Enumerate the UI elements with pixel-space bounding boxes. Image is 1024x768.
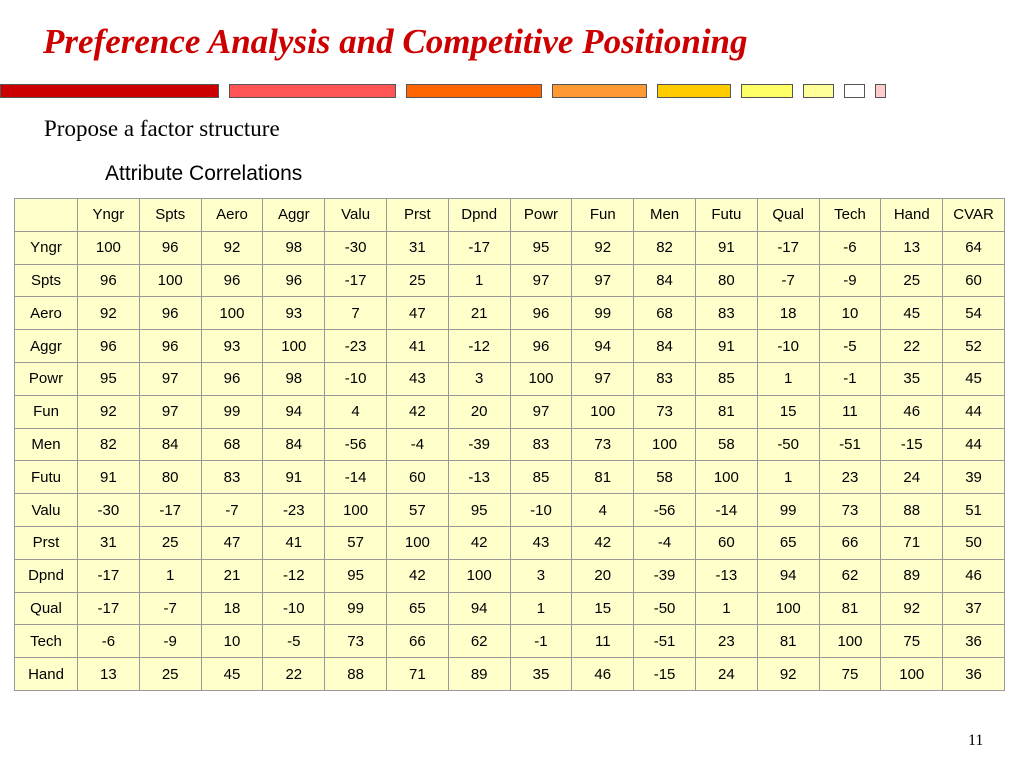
table-row	[15, 559, 1005, 592]
table-cell: 43	[386, 362, 448, 395]
row-header: Qual	[15, 592, 78, 625]
table-cell: 92	[201, 231, 263, 264]
column-header: Qual	[757, 199, 819, 232]
table-cell: 71	[881, 526, 943, 559]
table-cell: 22	[881, 330, 943, 363]
table-cell: 11	[819, 395, 881, 428]
table-cell: 15	[757, 395, 819, 428]
table-cell: 58	[695, 428, 757, 461]
table-cell: 71	[386, 658, 448, 691]
table-cell: 96	[139, 297, 201, 330]
table-cell: 60	[695, 526, 757, 559]
table-cell: 82	[634, 231, 696, 264]
table-cell: 81	[757, 625, 819, 658]
table-cell: 92	[78, 395, 140, 428]
table-cell: 83	[201, 461, 263, 494]
table-cell: -39	[634, 559, 696, 592]
column-header: CVAR	[943, 199, 1005, 232]
table-cell: 31	[78, 526, 140, 559]
table-cell: 60	[386, 461, 448, 494]
table-cell: 45	[943, 362, 1005, 395]
table-cell: 100	[634, 428, 696, 461]
table-cell: 46	[943, 559, 1005, 592]
table-header-row	[15, 199, 1005, 232]
color-bar	[657, 84, 731, 98]
table-cell: 100	[510, 362, 572, 395]
table-cell: -7	[201, 494, 263, 527]
table-cell: -17	[78, 559, 140, 592]
table-cell: -1	[510, 625, 572, 658]
correlation-table	[14, 198, 1005, 691]
table-cell: 94	[757, 559, 819, 592]
table-cell: 65	[757, 526, 819, 559]
table-cell: 68	[634, 297, 696, 330]
table-cell: -17	[78, 592, 140, 625]
decorative-color-bars	[0, 84, 1024, 102]
table-cell: 4	[572, 494, 634, 527]
table-row	[15, 461, 1005, 494]
table-cell: 96	[510, 297, 572, 330]
table-cell: 97	[139, 395, 201, 428]
table-cell: 21	[201, 559, 263, 592]
table-cell: 85	[510, 461, 572, 494]
table-cell: -50	[757, 428, 819, 461]
table-cell: -6	[819, 231, 881, 264]
table-cell: 96	[263, 264, 325, 297]
table-cell: 96	[78, 330, 140, 363]
table-cell: 84	[634, 330, 696, 363]
table-cell: 46	[881, 395, 943, 428]
table-cell: 96	[139, 330, 201, 363]
table-cell: 100	[78, 231, 140, 264]
table-cell: -15	[881, 428, 943, 461]
table-cell: -17	[757, 231, 819, 264]
table-cell: 25	[139, 658, 201, 691]
table-cell: 88	[881, 494, 943, 527]
column-header: Futu	[695, 199, 757, 232]
color-bar	[0, 84, 219, 98]
table-cell: 100	[448, 559, 510, 592]
table-cell: 66	[819, 526, 881, 559]
table-cell: 21	[448, 297, 510, 330]
table-cell: 3	[510, 559, 572, 592]
table-cell: 50	[943, 526, 1005, 559]
table-cell: -56	[325, 428, 387, 461]
table-cell: 35	[510, 658, 572, 691]
table-cell: 100	[325, 494, 387, 527]
table-row	[15, 264, 1005, 297]
table-cell: 82	[78, 428, 140, 461]
column-header: Fun	[572, 199, 634, 232]
table-cell: 18	[757, 297, 819, 330]
table-cell: 94	[448, 592, 510, 625]
table-cell: 13	[881, 231, 943, 264]
table-cell: 91	[263, 461, 325, 494]
row-header: Spts	[15, 264, 78, 297]
table-cell: 100	[819, 625, 881, 658]
table-cell: -17	[139, 494, 201, 527]
table-row	[15, 428, 1005, 461]
table-cell: 85	[695, 362, 757, 395]
table-cell: 94	[263, 395, 325, 428]
table-cell: 89	[448, 658, 510, 691]
table-cell: 91	[695, 231, 757, 264]
table-cell: 1	[757, 362, 819, 395]
table-cell: -12	[263, 559, 325, 592]
table-cell: 36	[943, 658, 1005, 691]
table-cell: 1	[757, 461, 819, 494]
table-cell: 96	[201, 264, 263, 297]
table-cell: -15	[634, 658, 696, 691]
table-cell: 96	[510, 330, 572, 363]
table-cell: 92	[572, 231, 634, 264]
table-cell: -51	[819, 428, 881, 461]
table-cell: 42	[448, 526, 510, 559]
row-header: Tech	[15, 625, 78, 658]
row-header: Hand	[15, 658, 78, 691]
table-cell: -17	[325, 264, 387, 297]
table-cell: 94	[572, 330, 634, 363]
color-bar	[552, 84, 647, 98]
table-cell: 73	[572, 428, 634, 461]
table-cell: 43	[510, 526, 572, 559]
table-cell: -14	[325, 461, 387, 494]
table-cell: -6	[78, 625, 140, 658]
table-cell: 99	[572, 297, 634, 330]
slide-subtitle: Propose a factor structure	[44, 116, 280, 141]
table-cell: 83	[695, 297, 757, 330]
table-row	[15, 330, 1005, 363]
table-cell: -13	[448, 461, 510, 494]
table-cell: 75	[819, 658, 881, 691]
table-cell: 23	[695, 625, 757, 658]
table-cell: 83	[634, 362, 696, 395]
table-cell: -39	[448, 428, 510, 461]
table-cell: 100	[263, 330, 325, 363]
table-cell: -9	[139, 625, 201, 658]
table-cell: 47	[201, 526, 263, 559]
table-cell: 96	[201, 362, 263, 395]
table-cell: 81	[572, 461, 634, 494]
table-cell: 20	[448, 395, 510, 428]
table-cell: 1	[510, 592, 572, 625]
table-cell: 98	[263, 362, 325, 395]
color-bar	[406, 84, 542, 98]
table-cell: 97	[510, 264, 572, 297]
table-cell: 47	[386, 297, 448, 330]
table-cell: 58	[634, 461, 696, 494]
table-cell: -23	[325, 330, 387, 363]
table-cell: 66	[386, 625, 448, 658]
table-cell: 97	[572, 362, 634, 395]
column-header: Powr	[510, 199, 572, 232]
row-header: Valu	[15, 494, 78, 527]
table-cell: 80	[139, 461, 201, 494]
table-cell: 57	[325, 526, 387, 559]
table-cell: -51	[634, 625, 696, 658]
table-cell: 25	[881, 264, 943, 297]
row-header: Futu	[15, 461, 78, 494]
table-cell: 84	[263, 428, 325, 461]
row-header: Dpnd	[15, 559, 78, 592]
table-cell: 81	[695, 395, 757, 428]
column-header: Tech	[819, 199, 881, 232]
table-row	[15, 526, 1005, 559]
table-cell: 10	[201, 625, 263, 658]
table-cell: 75	[881, 625, 943, 658]
table-cell: 57	[386, 494, 448, 527]
table-cell: 97	[510, 395, 572, 428]
table-corner-cell	[15, 199, 78, 232]
table-cell: 97	[572, 264, 634, 297]
table-cell: 41	[263, 526, 325, 559]
color-bar	[803, 84, 834, 98]
table-cell: 41	[386, 330, 448, 363]
table-row	[15, 297, 1005, 330]
table-row	[15, 494, 1005, 527]
table-cell: 81	[819, 592, 881, 625]
table-cell: 100	[201, 297, 263, 330]
table-cell: 45	[201, 658, 263, 691]
row-header: Aero	[15, 297, 78, 330]
table-cell: 4	[325, 395, 387, 428]
table-cell: 99	[757, 494, 819, 527]
table-cell: 20	[572, 559, 634, 592]
table-cell: 37	[943, 592, 1005, 625]
table-cell: 31	[386, 231, 448, 264]
table-cell: 1	[695, 592, 757, 625]
table-cell: 46	[572, 658, 634, 691]
slide-title: Preference Analysis and Competitive Positioning	[43, 22, 748, 61]
table-cell: 35	[881, 362, 943, 395]
table-cell: 52	[943, 330, 1005, 363]
table-cell: -5	[263, 625, 325, 658]
table-cell: 1	[139, 559, 201, 592]
table-cell: -7	[139, 592, 201, 625]
row-header: Fun	[15, 395, 78, 428]
table-cell: 64	[943, 231, 1005, 264]
table-cell: 100	[757, 592, 819, 625]
table-cell: 24	[695, 658, 757, 691]
table-cell: 80	[695, 264, 757, 297]
table-cell: 39	[943, 461, 1005, 494]
table-cell: 25	[139, 526, 201, 559]
column-header: Yngr	[78, 199, 140, 232]
column-header: Valu	[325, 199, 387, 232]
table-cell: 51	[943, 494, 1005, 527]
table-cell: 95	[78, 362, 140, 395]
table-row	[15, 625, 1005, 658]
table-cell: 91	[695, 330, 757, 363]
table-cell: 91	[78, 461, 140, 494]
table-cell: 93	[201, 330, 263, 363]
column-header: Dpnd	[448, 199, 510, 232]
table-cell: 92	[78, 297, 140, 330]
table-cell: 68	[201, 428, 263, 461]
table-cell: 93	[263, 297, 325, 330]
table-cell: 60	[943, 264, 1005, 297]
table-cell: 92	[757, 658, 819, 691]
table-cell: -7	[757, 264, 819, 297]
table-cell: 62	[448, 625, 510, 658]
table-cell: 42	[386, 395, 448, 428]
table-cell: 65	[386, 592, 448, 625]
table-cell: 73	[634, 395, 696, 428]
table-cell: 44	[943, 395, 1005, 428]
row-header: Prst	[15, 526, 78, 559]
table-cell: -17	[448, 231, 510, 264]
table-cell: 92	[881, 592, 943, 625]
table-cell: -30	[325, 231, 387, 264]
row-header: Powr	[15, 362, 78, 395]
table-cell: -4	[386, 428, 448, 461]
table-cell: 100	[695, 461, 757, 494]
color-bar	[741, 84, 793, 98]
table-cell: 97	[139, 362, 201, 395]
table-cell: -10	[263, 592, 325, 625]
table-cell: 83	[510, 428, 572, 461]
table-cell: 100	[386, 526, 448, 559]
table-cell: 13	[78, 658, 140, 691]
table-cell: 89	[881, 559, 943, 592]
table-cell: -10	[510, 494, 572, 527]
table-cell: 7	[325, 297, 387, 330]
table-cell: 99	[201, 395, 263, 428]
table-row	[15, 231, 1005, 264]
table-cell: 22	[263, 658, 325, 691]
column-header: Spts	[139, 199, 201, 232]
column-header: Aero	[201, 199, 263, 232]
table-row	[15, 592, 1005, 625]
table-cell: -12	[448, 330, 510, 363]
table-cell: -1	[819, 362, 881, 395]
table-cell: -50	[634, 592, 696, 625]
table-cell: 96	[139, 231, 201, 264]
table-cell: 3	[448, 362, 510, 395]
table-cell: 25	[386, 264, 448, 297]
table-cell: 99	[325, 592, 387, 625]
table-cell: 24	[881, 461, 943, 494]
table-cell: -13	[695, 559, 757, 592]
row-header: Men	[15, 428, 78, 461]
table-cell: 36	[943, 625, 1005, 658]
page-number: 11	[968, 732, 984, 749]
color-bar	[229, 84, 396, 98]
color-bar	[875, 84, 886, 98]
table-cell: 73	[819, 494, 881, 527]
table-cell: 11	[572, 625, 634, 658]
column-header: Men	[634, 199, 696, 232]
table-cell: 62	[819, 559, 881, 592]
table-cell: 44	[943, 428, 1005, 461]
table-cell: 100	[881, 658, 943, 691]
table-cell: 45	[881, 297, 943, 330]
column-header: Prst	[386, 199, 448, 232]
table-cell: 95	[510, 231, 572, 264]
column-header: Aggr	[263, 199, 325, 232]
row-header: Yngr	[15, 231, 78, 264]
table-row	[15, 658, 1005, 691]
table-cell: 100	[572, 395, 634, 428]
table-cell: 54	[943, 297, 1005, 330]
table-title: Attribute Correlations	[105, 162, 303, 185]
table-cell: 84	[139, 428, 201, 461]
table-cell: -14	[695, 494, 757, 527]
table-cell: -30	[78, 494, 140, 527]
table-cell: -10	[757, 330, 819, 363]
table-cell: 18	[201, 592, 263, 625]
table-cell: 100	[139, 264, 201, 297]
table-cell: -9	[819, 264, 881, 297]
column-header: Hand	[881, 199, 943, 232]
table-cell: 23	[819, 461, 881, 494]
table-cell: 84	[634, 264, 696, 297]
table-cell: -56	[634, 494, 696, 527]
table-cell: -4	[634, 526, 696, 559]
table-cell: -5	[819, 330, 881, 363]
table-cell: -23	[263, 494, 325, 527]
table-cell: 10	[819, 297, 881, 330]
table-cell: 42	[572, 526, 634, 559]
table-cell: 1	[448, 264, 510, 297]
table-cell: 95	[325, 559, 387, 592]
color-bar	[844, 84, 865, 98]
row-header: Aggr	[15, 330, 78, 363]
table-row	[15, 362, 1005, 395]
table-cell: 95	[448, 494, 510, 527]
table-cell: 88	[325, 658, 387, 691]
table-cell: 98	[263, 231, 325, 264]
table-cell: 96	[78, 264, 140, 297]
table-row	[15, 395, 1005, 428]
table-cell: 73	[325, 625, 387, 658]
table-cell: 15	[572, 592, 634, 625]
table-cell: 42	[386, 559, 448, 592]
table-cell: -10	[325, 362, 387, 395]
